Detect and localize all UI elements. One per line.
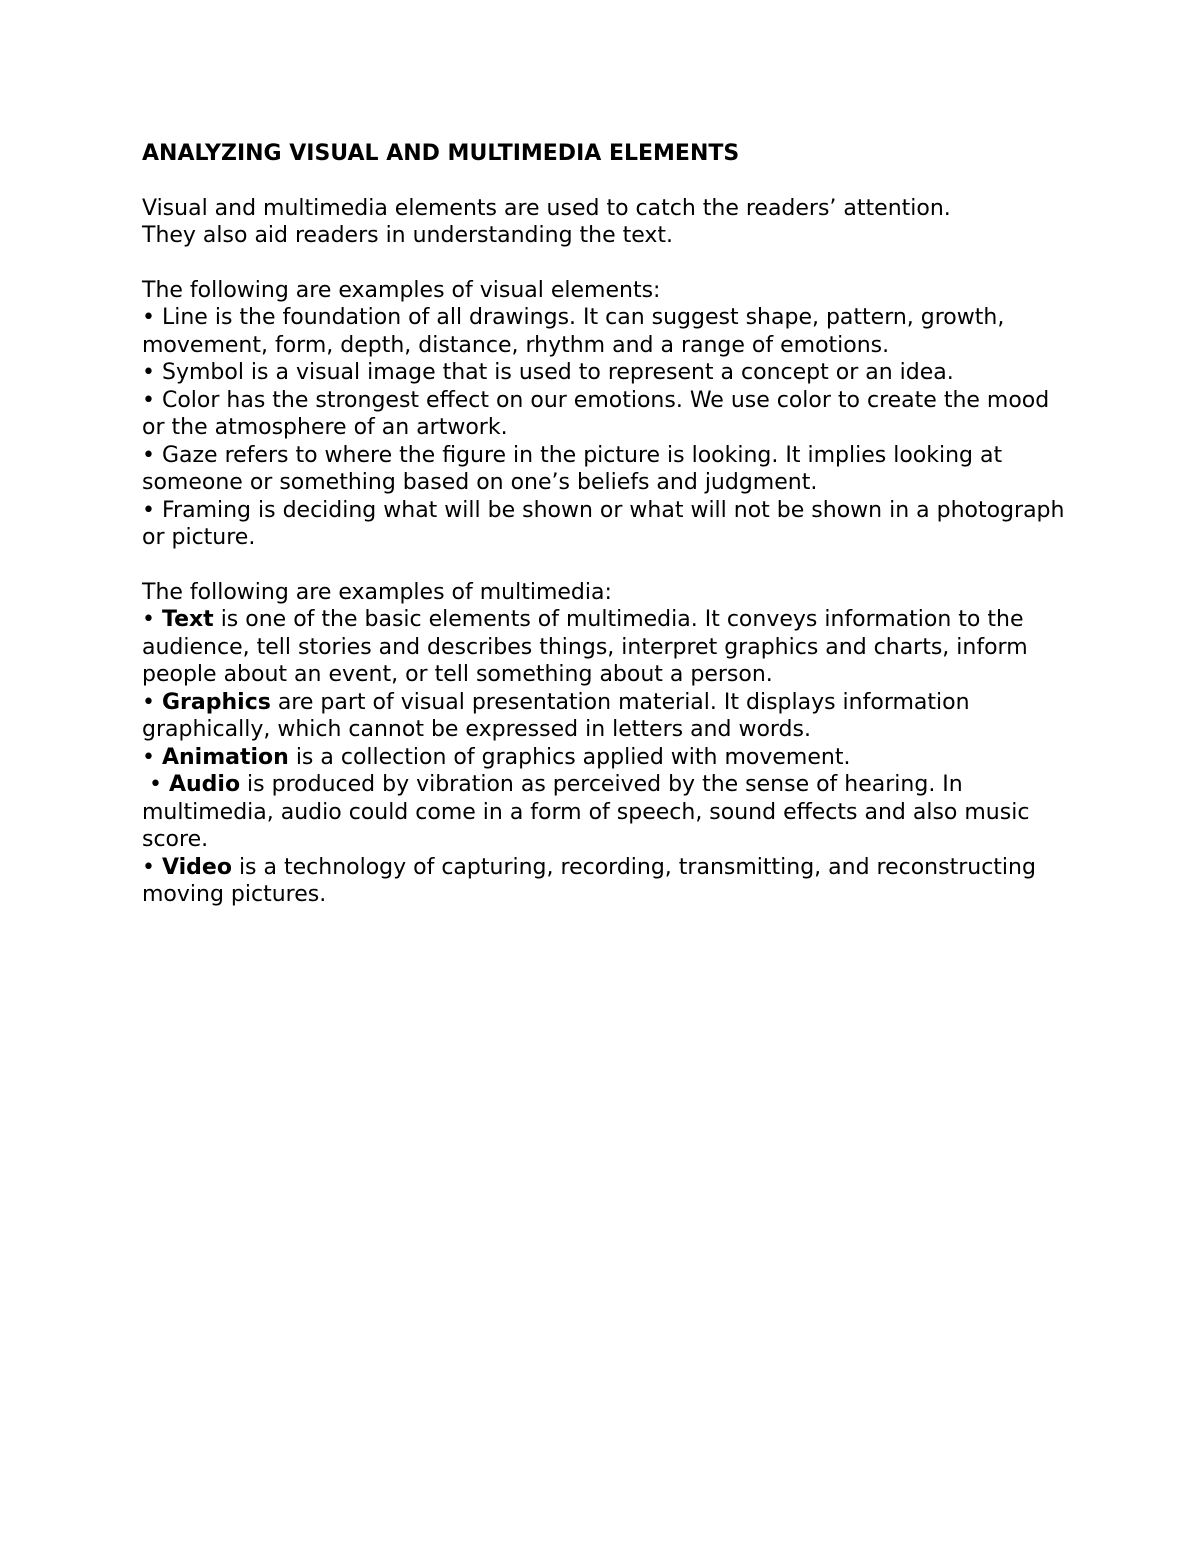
document-title: ANALYZING VISUAL AND MULTIMEDIA ELEMENTS: [142, 141, 740, 166]
bullet-marker: •: [142, 497, 162, 523]
multimedia-item-description: is one of the basic elements of multimedia. It conveys information to the audience, tell stories and describes things, interpret graphics and charts, inform people about an event, or tell something about a person.: [142, 607, 1028, 687]
visual-item-text: Color has the strongest effect on our emotions. We use color to create the mood or the atmosphere of an artwork.: [142, 387, 1050, 440]
bullet-marker: •: [142, 772, 169, 797]
visual-item-symbol: [142, 359, 1072, 387]
bullet-marker: •: [142, 360, 162, 385]
multimedia-item-graphics: [142, 689, 1072, 744]
multimedia-item-description: are part of visual presentation material. It displays information graphically, which cannot be expressed in letters and words.: [142, 689, 970, 742]
bullet-marker: •: [142, 854, 162, 880]
visual-item-line: [142, 304, 1072, 359]
visual-item-framing: [142, 497, 1072, 552]
document-page: [142, 140, 1072, 909]
visual-item-color: [142, 387, 1072, 442]
multimedia-term: Text: [161, 607, 214, 632]
multimedia-item-description: is produced by vibration as perceived by the sense of hearing. In multimedia, audio could come in a form of speech, sound effects and also music score.: [142, 772, 1030, 852]
bullet-marker: •: [142, 607, 162, 632]
bullet-marker: •: [142, 442, 162, 468]
multimedia-item-description: is a technology of capturing, recording, transmitting, and reconstructing moving pictures.: [142, 854, 1036, 907]
visual-item-text: Symbol is a visual image that is used to represent a concept or an idea.: [161, 360, 954, 385]
visual-elements-heading: The following are examples of visual elements:: [142, 277, 661, 303]
bullet-marker: •: [142, 689, 162, 715]
multimedia-term: Graphics: [161, 689, 271, 715]
multimedia-term: Video: [161, 854, 232, 880]
bullet-marker: •: [142, 305, 162, 330]
multimedia-item-video: [142, 854, 1072, 909]
multimedia-item-audio: [142, 771, 1072, 854]
multimedia-item-description: is a collection of graphics applied with movement.: [288, 744, 851, 770]
bullet-marker: •: [142, 387, 162, 413]
multimedia-heading: The following are examples of multimedia:: [142, 579, 612, 605]
intro-paragraph: [142, 195, 1072, 250]
intro-line-2: They also aid readers in understanding the text.: [142, 223, 674, 248]
multimedia-item-text: [142, 606, 1072, 689]
multimedia-term: Audio: [168, 772, 241, 797]
visual-item-text: Line is the foundation of all drawings. It can suggest shape, pattern, growth, movement, form, depth, distance, rhythm and a range of emotions.: [142, 305, 1005, 358]
visual-item-text: Framing is deciding what will be shown or what will not be shown in a photograph or picture.: [142, 497, 1065, 550]
visual-item-text: Gaze refers to where the figure in the picture is looking. It implies looking at someone or something based on one’s beliefs and judgment.: [142, 442, 1003, 495]
visual-item-gaze: [142, 442, 1072, 497]
intro-line-1: Visual and multimedia elements are used to catch the readers’ attention.: [142, 195, 951, 221]
multimedia-item-animation: [142, 744, 1072, 772]
bullet-marker: •: [142, 744, 162, 770]
multimedia-term: Animation: [161, 744, 289, 770]
